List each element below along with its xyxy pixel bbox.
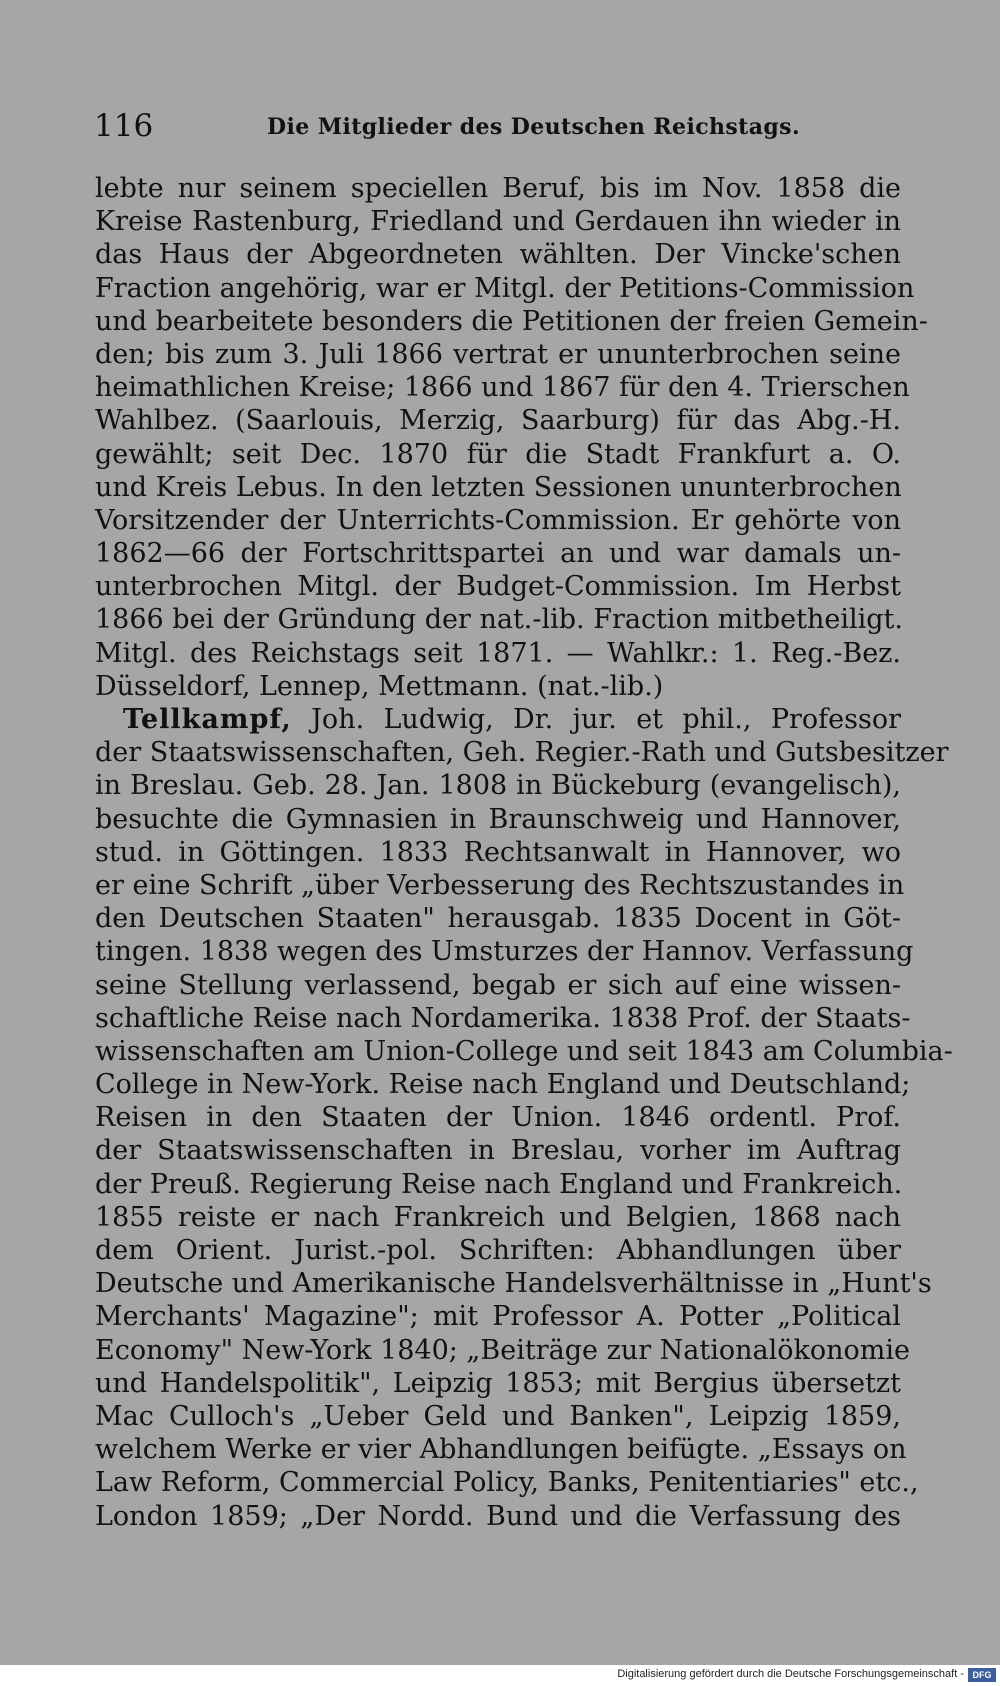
text-line: in Breslau. Geb. 28. Jan. 1808 in Bückeburg (evangelisch), bbox=[95, 770, 901, 802]
text-line: und bearbeitete besonders die Petitionen der freien Gemein- bbox=[95, 305, 928, 337]
text-line: der Staatswissenschaften in Breslau, vorher im Auftrag bbox=[95, 1135, 901, 1167]
text-line: dem Orient. Jurist.-pol. Schriften: Abhandlungen über bbox=[95, 1235, 901, 1266]
text-line: lebte nur seinem speciellen Beruf, bis im Nov. 1858 die bbox=[95, 173, 901, 204]
dfg-logo-icon: DFG bbox=[968, 1668, 996, 1682]
text-line: Fraction angehörig, war er Mitgl. der Petitions-Commission bbox=[95, 272, 915, 304]
entry-headword: Tellkampf, bbox=[123, 704, 292, 735]
text-line: London 1859; „Der Nordd. Bund und die Verfassung des bbox=[95, 1500, 901, 1532]
text-line: Law Reform, Commercial Policy, Banks, Penitentiaries" etc., bbox=[95, 1467, 919, 1499]
body-text bbox=[95, 172, 953, 1533]
text-line: Deutsche und Amerikanische Handelsverhältnisse in „Hunt's bbox=[95, 1268, 932, 1300]
entry-first-line bbox=[95, 703, 901, 736]
text-line: Vorsitzender der Unterrichts-Commission. Er gehörte von bbox=[95, 504, 901, 536]
text-line: der Staatswissenschaften, Geh. Regier.-Rath und Gutsbesitzer bbox=[95, 737, 949, 769]
text-line: unterbrochen Mitgl. der Budget-Commission. Im Herbst bbox=[95, 571, 901, 603]
page-number: 116 bbox=[94, 108, 154, 144]
text-line: Reisen in den Staaten der Union. 1846 ordentl. Prof. bbox=[95, 1102, 901, 1134]
text-line: schaftliche Reise nach Nordamerika. 1838 Prof. der Staats- bbox=[95, 1002, 911, 1034]
text-line: den Deutschen Staaten" herausgab. 1835 Docent in Göt- bbox=[95, 903, 901, 935]
footer bbox=[0, 1665, 1000, 1686]
running-head: Die Mitglieder des Deutschen Reichstags. bbox=[267, 114, 801, 140]
text-line: 1855 reiste er nach Frankreich und Belgien, 1868 nach bbox=[95, 1201, 901, 1233]
text-line: der Preuß. Regierung Reise nach England und Frankreich. bbox=[95, 1168, 903, 1200]
text-line: heimathlichen Kreise; 1866 und 1867 für den 4. Trierschen bbox=[95, 372, 910, 404]
text-line: seine Stellung verlassend, begab er sich auf eine wissen- bbox=[95, 969, 901, 1001]
text-line: das Haus der Abgeordneten wählten. Der Vincke'schen bbox=[95, 239, 901, 271]
text-line: gewählt; seit Dec. 1870 für die Stadt Frankfurt a. O. bbox=[95, 438, 901, 470]
text-line: wissenschaften am Union-College und seit 1843 am Columbia- bbox=[95, 1035, 953, 1067]
text-line: den; bis zum 3. Juli 1866 vertrat er ununterbrochen seine bbox=[95, 338, 901, 370]
text-line: tingen. 1838 wegen des Umsturzes der Hannov. Verfassung bbox=[95, 936, 914, 968]
text-line: und Handelspolitik", Leipzig 1853; mit Bergius übersetzt bbox=[95, 1367, 901, 1399]
entry-first-line-text: Joh. Ludwig, Dr. jur. et phil., Professor bbox=[311, 704, 901, 735]
text-line: Merchants' Magazine"; mit Professor A. Potter „Political bbox=[95, 1301, 901, 1333]
text-line: Düsseldorf, Lennep, Mettmann. (nat.-lib.) bbox=[95, 670, 664, 702]
text-line: Wahlbez. (Saarlouis, Merzig, Saarburg) für das Abg.-H. bbox=[95, 405, 901, 437]
footer-credit: Digitalisierung gefördert durch die Deutsche Forschungsgemeinschaft - bbox=[617, 1668, 964, 1680]
text-line: stud. in Göttingen. 1833 Rechtsanwalt in Hannover, wo bbox=[95, 836, 901, 868]
text-line: und Kreis Lebus. In den letzten Sessionen ununterbrochen bbox=[95, 471, 902, 503]
text-line: College in New-York. Reise nach England und Deutschland; bbox=[95, 1069, 911, 1101]
text-line: er eine Schrift „über Verbesserung des Rechtszustandes in bbox=[95, 869, 905, 901]
text-line: Mac Culloch's „Ueber Geld und Banken", Leipzig 1859, bbox=[95, 1400, 901, 1432]
text-line: 1866 bei der Gründung der nat.-lib. Fraction mitbetheiligt. bbox=[95, 604, 903, 636]
text-line: welchem Werke er vier Abhandlungen beifügte. „Essays on bbox=[95, 1434, 907, 1466]
text-line: 1862—66 der Fortschrittspartei an und war damals un- bbox=[95, 538, 901, 570]
text-line: besuchte die Gymnasien in Braunschweig und Hannover, bbox=[95, 803, 901, 835]
text-line: Economy" New-York 1840; „Beiträge zur Nationalökonomie bbox=[95, 1334, 910, 1366]
text-line: Mitgl. des Reichstags seit 1871. — Wahlkr.: 1. Reg.-Bez. bbox=[95, 637, 901, 669]
page-header bbox=[92, 108, 898, 148]
text-line: Kreise Rastenburg, Friedland und Gerdauen ihn wieder in bbox=[95, 206, 901, 238]
